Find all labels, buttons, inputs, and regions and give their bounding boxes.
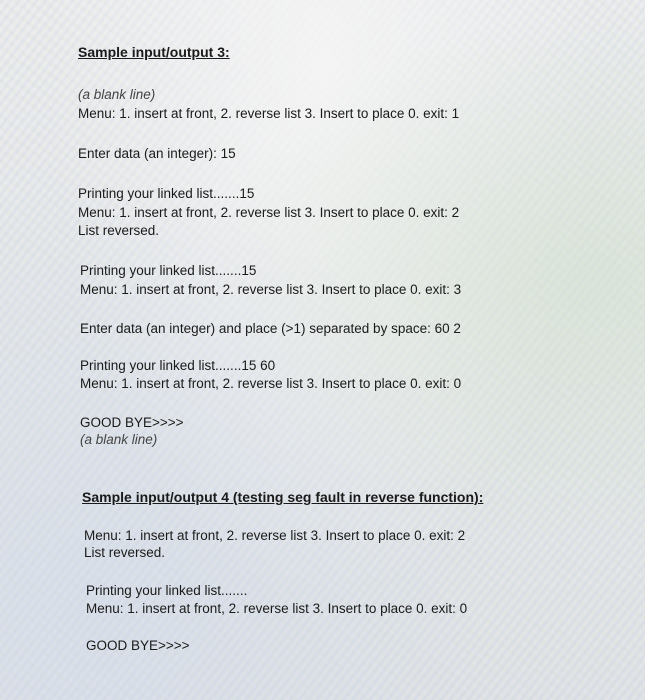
list-reversed-line: List reversed. xyxy=(78,223,160,238)
blank-line-note: (a blank line) xyxy=(80,432,158,447)
menu-line: Menu: 1. insert at front, 2. reverse list 3. Insert to place 0. exit: 1 xyxy=(78,106,460,121)
printing-line: Printing your linked list.......15 xyxy=(80,263,257,278)
enter-data-line: Enter data (an integer) and place (>1) separated by space: 60 2 xyxy=(80,321,461,336)
printing-line: Printing your linked list.......15 60 xyxy=(80,358,276,373)
goodbye-line: GOOD BYE>>>> xyxy=(80,415,184,430)
section-3-heading: Sample input/output 3: xyxy=(78,44,230,60)
goodbye-line: GOOD BYE>>>> xyxy=(86,638,190,653)
printing-line: Printing your linked list.......15 xyxy=(78,186,255,201)
enter-data-line: Enter data (an integer): 15 xyxy=(78,146,236,161)
menu-line: Menu: 1. insert at front, 2. reverse list 3. Insert to place 0. exit: 3 xyxy=(80,282,462,297)
menu-line: Menu: 1. insert at front, 2. reverse list 3. Insert to place 0. exit: 2 xyxy=(78,205,460,220)
printing-line: Printing your linked list....... xyxy=(86,583,248,598)
menu-line: Menu: 1. insert at front, 2. reverse list 3. Insert to place 0. exit: 0 xyxy=(80,376,462,391)
blank-line-note: (a blank line) xyxy=(78,87,156,102)
section-4-heading: Sample input/output 4 (testing seg fault in reverse function): xyxy=(82,489,484,505)
list-reversed-line: List reversed. xyxy=(84,545,166,560)
menu-line: Menu: 1. insert at front, 2. reverse list 3. Insert to place 0. exit: 2 xyxy=(84,528,466,543)
menu-line: Menu: 1. insert at front, 2. reverse list 3. Insert to place 0. exit: 0 xyxy=(86,601,468,616)
